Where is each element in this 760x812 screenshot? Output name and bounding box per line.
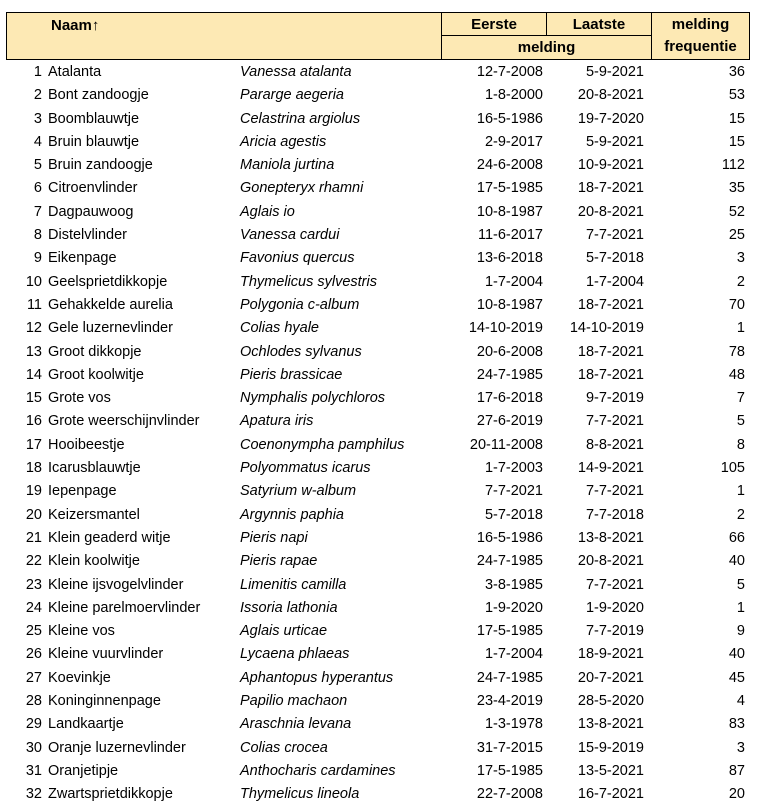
row-number: 26	[25, 646, 42, 663]
report-frequency: 52	[728, 203, 745, 220]
common-name: Kleine vos	[48, 623, 115, 640]
row-number: 31	[25, 762, 42, 779]
latin-name: Limenitis camilla	[240, 576, 347, 593]
latin-name: Nymphalis polychloros	[240, 390, 386, 407]
table-row	[0, 364, 760, 387]
latin-name: Coenonympha pamphilus	[240, 436, 405, 453]
first-report: 1-3-1978	[484, 716, 543, 733]
latin-name: Thymelicus lineola	[240, 786, 360, 803]
last-report: 8-8-2021	[585, 436, 644, 453]
last-report: 20-8-2021	[577, 203, 644, 220]
table-row	[0, 457, 760, 480]
latin-name: Pararge aegeria	[240, 87, 344, 104]
row-number: 22	[25, 553, 42, 570]
first-report: 17-6-2018	[476, 390, 543, 407]
first-report: 20-11-2008	[469, 436, 543, 453]
report-frequency: 83	[728, 716, 745, 733]
common-name: Kleine ijsvogelvlinder	[48, 576, 184, 593]
table-row	[0, 271, 760, 294]
first-report: 3-8-1985	[484, 576, 543, 593]
report-frequency: 45	[728, 669, 745, 686]
table-row	[0, 504, 760, 527]
first-report: 24-7-1985	[476, 366, 543, 383]
common-name: Koevinkje	[48, 669, 111, 686]
latin-name: Colias hyale	[240, 320, 319, 337]
row-number: 7	[33, 203, 42, 220]
report-frequency: 2	[736, 506, 745, 523]
row-number: 10	[25, 273, 42, 290]
row-number: 9	[33, 250, 42, 267]
last-report: 18-7-2021	[577, 296, 644, 313]
row-number: 29	[25, 716, 42, 733]
last-report: 5-7-2018	[585, 250, 644, 267]
report-frequency: 48	[728, 366, 745, 383]
last-report: 13-5-2021	[577, 762, 644, 779]
first-report: 14-10-2019	[468, 320, 543, 337]
report-frequency: 35	[728, 180, 745, 197]
last-report: 7-7-2021	[585, 413, 644, 430]
last-report: 28-5-2020	[577, 693, 644, 710]
common-name: Eikenpage	[48, 250, 117, 267]
table-row	[0, 713, 760, 736]
last-report: 20-8-2021	[577, 553, 644, 570]
first-report: 2-9-2017	[484, 133, 543, 150]
first-report: 17-5-1985	[476, 623, 543, 640]
latin-name: Colias crocea	[240, 739, 328, 756]
last-report: 14-9-2021	[577, 460, 644, 477]
row-number: 19	[25, 483, 42, 500]
common-name: Citroenvlinder	[48, 180, 138, 197]
last-report: 20-7-2021	[577, 669, 644, 686]
first-report: 10-8-1987	[476, 203, 543, 220]
header-melding: melding	[441, 35, 652, 60]
table-row	[0, 84, 760, 107]
latin-name: Favonius quercus	[240, 250, 355, 267]
common-name: Zwartsprietdikkopje	[48, 786, 173, 803]
last-report: 18-9-2021	[577, 646, 644, 663]
row-number: 2	[33, 87, 42, 104]
table-row	[0, 783, 760, 806]
table-row	[0, 247, 760, 270]
report-frequency: 5	[736, 576, 745, 593]
table-row	[0, 201, 760, 224]
report-frequency: 15	[728, 133, 745, 150]
last-report: 18-7-2021	[577, 343, 644, 360]
row-number: 18	[25, 460, 42, 477]
row-number: 17	[25, 436, 42, 453]
report-frequency: 3	[736, 739, 745, 756]
last-report: 18-7-2021	[577, 366, 644, 383]
common-name: Geelsprietdikkopje	[48, 273, 168, 290]
first-report: 27-6-2019	[476, 413, 543, 430]
first-report: 20-6-2008	[476, 343, 543, 360]
report-frequency: 15	[728, 110, 745, 127]
header-frequency[interactable]	[651, 12, 750, 60]
latin-name: Thymelicus sylvestris	[240, 273, 377, 290]
common-name: Grote vos	[48, 390, 111, 407]
latin-name: Pieris rapae	[240, 553, 318, 570]
last-report: 10-9-2021	[577, 157, 644, 174]
report-frequency: 36	[728, 64, 745, 80]
last-report: 16-7-2021	[577, 786, 644, 803]
header-first[interactable]: Eerste	[441, 12, 547, 36]
header-frequency-line1: melding	[671, 16, 730, 33]
common-name: Oranje luzernevlinder	[48, 739, 186, 756]
common-name: Boomblauwtje	[48, 110, 140, 127]
header-name-sort[interactable]: Naam↑	[6, 12, 442, 60]
latin-name: Vanessa atalanta	[240, 64, 352, 80]
table-row	[0, 224, 760, 247]
row-number: 8	[33, 227, 42, 244]
common-name: Iepenpage	[48, 483, 117, 500]
header-frequency-line2: frequentie	[664, 38, 737, 55]
common-name: Koninginnenpage	[48, 693, 161, 710]
row-number: 16	[25, 413, 42, 430]
common-name: Bruin zandoogje	[48, 157, 153, 174]
common-name: Atalanta	[48, 64, 102, 80]
first-report: 12-7-2008	[476, 64, 543, 80]
latin-name: Aricia agestis	[240, 133, 327, 150]
table-row	[0, 317, 760, 340]
last-report: 19-7-2020	[577, 110, 644, 127]
table-row	[0, 574, 760, 597]
report-frequency: 70	[728, 296, 745, 313]
table-row	[0, 737, 760, 760]
first-report: 7-7-2021	[484, 483, 543, 500]
common-name: Keizersmantel	[48, 506, 140, 523]
last-report: 14-10-2019	[569, 320, 644, 337]
report-frequency: 3	[736, 250, 745, 267]
first-report: 1-8-2000	[484, 87, 543, 104]
table-row	[0, 620, 760, 643]
common-name: Groot dikkopje	[48, 343, 142, 360]
report-frequency: 1	[736, 320, 745, 337]
first-report: 16-5-1986	[476, 529, 543, 546]
table-row	[0, 434, 760, 457]
report-frequency: 78	[728, 343, 745, 360]
last-report: 1-9-2020	[585, 599, 644, 616]
latin-name: Pieris brassicae	[240, 366, 343, 383]
common-name: Dagpauwoog	[48, 203, 134, 220]
table-row	[0, 760, 760, 783]
row-number: 21	[25, 529, 42, 546]
table-row	[0, 108, 760, 131]
table-row	[0, 341, 760, 364]
row-number: 24	[25, 599, 42, 616]
report-frequency: 112	[721, 157, 745, 174]
table-row	[0, 597, 760, 620]
common-name: Gele luzernevlinder	[48, 320, 173, 337]
table-row	[0, 550, 760, 573]
last-report: 13-8-2021	[577, 716, 644, 733]
table-row	[0, 131, 760, 154]
report-frequency: 20	[728, 786, 745, 803]
report-frequency: 105	[720, 460, 745, 477]
report-frequency: 87	[728, 762, 745, 779]
row-number: 27	[25, 669, 42, 686]
table-row	[0, 387, 760, 410]
report-frequency: 66	[728, 529, 745, 546]
latin-name: Lycaena phlaeas	[240, 646, 350, 663]
row-number: 14	[25, 366, 42, 383]
row-number: 1	[33, 64, 42, 80]
first-report: 17-5-1985	[476, 180, 543, 197]
latin-name: Polyommatus icarus	[240, 460, 371, 477]
first-report: 24-7-1985	[476, 553, 543, 570]
report-frequency: 1	[736, 599, 745, 616]
common-name: Gehakkelde aurelia	[48, 296, 173, 313]
latin-name: Araschnia levana	[240, 716, 352, 733]
first-report: 24-6-2008	[476, 157, 543, 174]
common-name: Grote weerschijnvlinder	[48, 413, 200, 430]
header-last[interactable]: Laatste	[546, 12, 652, 36]
common-name: Distelvlinder	[48, 227, 127, 244]
last-report: 1-7-2004	[585, 273, 644, 290]
last-report: 7-7-2018	[585, 506, 644, 523]
report-frequency: 40	[728, 553, 745, 570]
common-name: Kleine vuurvlinder	[48, 646, 164, 663]
last-report: 20-8-2021	[577, 87, 644, 104]
table-row	[0, 154, 760, 177]
latin-name: Anthocharis cardamines	[240, 762, 396, 779]
last-report: 15-9-2019	[577, 739, 644, 756]
latin-name: Aglais io	[240, 203, 295, 220]
row-number: 28	[25, 693, 42, 710]
table-row	[0, 410, 760, 433]
first-report: 17-5-1985	[476, 762, 543, 779]
latin-name: Ochlodes sylvanus	[240, 343, 362, 360]
first-report: 1-7-2004	[484, 646, 543, 663]
first-report: 11-6-2017	[477, 227, 543, 244]
report-frequency: 8	[736, 436, 745, 453]
first-report: 23-4-2019	[476, 693, 543, 710]
common-name: Bont zandoogje	[48, 87, 149, 104]
row-number: 13	[25, 343, 42, 360]
last-report: 5-9-2021	[585, 64, 644, 80]
common-name: Kleine parelmoervlinder	[48, 599, 201, 616]
report-frequency: 2	[736, 273, 745, 290]
common-name: Bruin blauwtje	[48, 133, 140, 150]
common-name: Hooibeestje	[48, 436, 125, 453]
common-name: Landkaartje	[48, 716, 124, 733]
latin-name: Issoria lathonia	[240, 599, 338, 616]
table-row	[0, 480, 760, 503]
report-frequency: 4	[736, 693, 745, 710]
table-row	[0, 643, 760, 666]
report-frequency: 9	[736, 623, 745, 640]
table-body	[0, 61, 760, 807]
first-report: 24-7-1985	[476, 669, 543, 686]
table-row	[0, 61, 760, 84]
common-name: Klein geaderd witje	[48, 529, 171, 546]
common-name: Oranjetipje	[48, 762, 119, 779]
row-number: 25	[25, 623, 42, 640]
first-report: 1-7-2003	[484, 460, 543, 477]
latin-name: Aphantopus hyperantus	[240, 669, 394, 686]
first-report: 1-9-2020	[484, 599, 543, 616]
first-report: 31-7-2015	[476, 739, 543, 756]
first-report: 13-6-2018	[476, 250, 543, 267]
row-number: 15	[25, 390, 42, 407]
report-frequency: 7	[736, 390, 745, 407]
table-header	[6, 12, 750, 60]
latin-name: Apatura iris	[240, 413, 314, 430]
row-number: 23	[25, 576, 42, 593]
row-number: 6	[33, 180, 42, 197]
latin-name: Polygonia c-album	[240, 296, 360, 313]
report-frequency: 1	[736, 483, 745, 500]
latin-name: Celastrina argiolus	[240, 110, 361, 127]
first-report: 16-5-1986	[476, 110, 543, 127]
report-frequency: 5	[736, 413, 745, 430]
row-number: 20	[25, 506, 42, 523]
latin-name: Vanessa cardui	[240, 227, 340, 244]
common-name: Icarusblauwtje	[48, 460, 141, 477]
latin-name: Argynnis paphia	[240, 506, 344, 523]
row-number: 30	[25, 739, 42, 756]
row-number: 12	[25, 320, 42, 337]
row-number: 4	[33, 133, 42, 150]
row-number: 5	[33, 157, 42, 174]
row-number: 11	[26, 296, 42, 313]
table-row	[0, 690, 760, 713]
table-row	[0, 294, 760, 317]
last-report: 5-9-2021	[585, 133, 644, 150]
row-number: 32	[25, 786, 42, 803]
latin-name: Pieris napi	[240, 529, 308, 546]
last-report: 7-7-2019	[585, 623, 644, 640]
latin-name: Aglais urticae	[240, 623, 328, 640]
last-report: 7-7-2021	[585, 227, 644, 244]
first-report: 1-7-2004	[484, 273, 543, 290]
latin-name: Gonepteryx rhamni	[240, 180, 364, 197]
latin-name: Satyrium w-album	[240, 483, 357, 500]
first-report: 10-8-1987	[476, 296, 543, 313]
latin-name: Papilio machaon	[240, 693, 348, 710]
report-frequency: 25	[728, 227, 745, 244]
last-report: 18-7-2021	[577, 180, 644, 197]
first-report: 22-7-2008	[476, 786, 543, 803]
common-name: Groot koolwitje	[48, 366, 144, 383]
last-report: 7-7-2021	[585, 576, 644, 593]
first-report: 5-7-2018	[484, 506, 543, 523]
table-row	[0, 177, 760, 200]
common-name: Klein koolwitje	[48, 553, 140, 570]
last-report: 9-7-2019	[585, 390, 644, 407]
report-frequency: 40	[728, 646, 745, 663]
table-row	[0, 527, 760, 550]
last-report: 7-7-2021	[585, 483, 644, 500]
report-frequency: 53	[728, 87, 745, 104]
table-row	[0, 667, 760, 690]
last-report: 13-8-2021	[577, 529, 644, 546]
row-number: 3	[33, 110, 42, 127]
latin-name: Maniola jurtina	[240, 157, 335, 174]
